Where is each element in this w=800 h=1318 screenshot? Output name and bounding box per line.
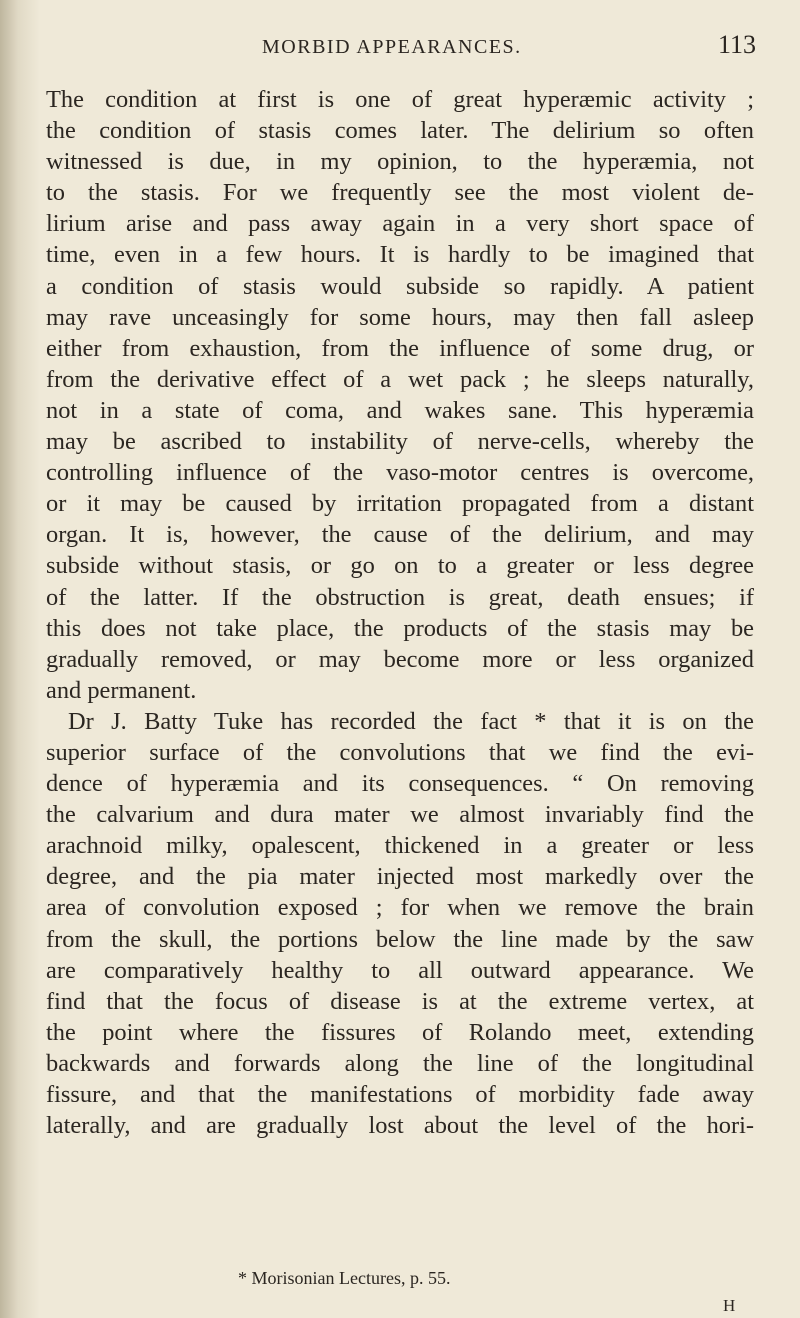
text-line: witnessed is due, in my opinion, to the hyperæmia, not <box>46 148 754 176</box>
text-line: a condition of stasis would subside so rapidly. A patient <box>46 272 754 300</box>
text-line: find that the focus of disease is at the extreme vertex, at <box>46 987 754 1015</box>
text-line: organ. It is, however, the cause of the delirium, and may <box>46 521 754 549</box>
text-line: Dr J. Batty Tuke has recorded the fact * that it is on the <box>68 707 754 735</box>
text-line: of the latter. If the obstruction is great, death ensues; if <box>46 583 754 611</box>
text-line: and permanent. <box>46 676 197 704</box>
text-line: fissure, and that the manifestations of morbidity fade away <box>46 1081 754 1108</box>
paragraph <box>46 706 754 1141</box>
text-line: degree, and the pia mater injected most markedly over the <box>46 863 754 891</box>
text-line: the condition of stasis comes later. The delirium so often <box>46 117 754 145</box>
text-line: dence of hyperæmia and its consequences. “ On removing <box>46 770 754 798</box>
text-line: are comparatively healthy to all outward appearance. We <box>46 956 754 984</box>
signature-mark: H <box>723 1296 736 1315</box>
body-text <box>46 84 754 1141</box>
text-line: time, even in a few hours. It is hardly to be imagined that <box>46 241 754 269</box>
paragraph <box>46 84 754 706</box>
text-line: laterally, and are gradually lost about the level of the hori- <box>46 1112 754 1140</box>
text-line: to the stasis. For we frequently see the most violent de- <box>46 179 754 207</box>
running-head: MORBID APPEARANCES. <box>262 36 522 58</box>
text-line: from the derivative effect of a wet pack ; he sleeps naturally, <box>46 365 754 393</box>
text-line: the point where the fissures of Rolando meet, extending <box>46 1018 754 1046</box>
text-line: backwards and forwards along the line of the longitudinal <box>46 1049 754 1077</box>
footnote: * Morisonian Lectures, p. 55. <box>238 1268 451 1288</box>
text-line: not in a state of coma, and wakes sane. This hyperæmia <box>46 396 754 424</box>
text-line: this does not take place, the products of the stasis may be <box>46 614 754 642</box>
text-line: lirium arise and pass away again in a very short space of <box>46 210 754 238</box>
text-line: the calvarium and dura mater we almost invariably find the <box>46 801 754 829</box>
text-line: arachnoid milky, opalescent, thickened in a greater or less <box>46 832 754 860</box>
text-line: may be ascribed to instability of nerve-cells, whereby the <box>46 428 754 456</box>
text-line: gradually removed, or may become more or less organized <box>46 645 754 673</box>
text-line: subside without stasis, or go on to a greater or less degree <box>46 552 754 580</box>
page-header <box>0 30 800 70</box>
text-line: or it may be caused by irritation propagated from a distant <box>46 490 754 518</box>
text-line: superior surface of the convolutions that we find the evi- <box>46 738 754 766</box>
page-number: 113 <box>718 30 757 59</box>
text-line: area of convolution exposed ; for when we remove the brain <box>46 894 754 922</box>
text-line: from the skull, the portions below the line made by the saw <box>46 925 754 953</box>
text-line: controlling influence of the vaso-motor centres is overcome, <box>46 459 754 487</box>
text-line: either from exhaustion, from the influence of some drug, or <box>46 334 754 362</box>
text-line: may rave unceasingly for some hours, may then fall asleep <box>46 303 754 331</box>
text-line: The condition at first is one of great hyperæmic activity ; <box>46 86 754 113</box>
